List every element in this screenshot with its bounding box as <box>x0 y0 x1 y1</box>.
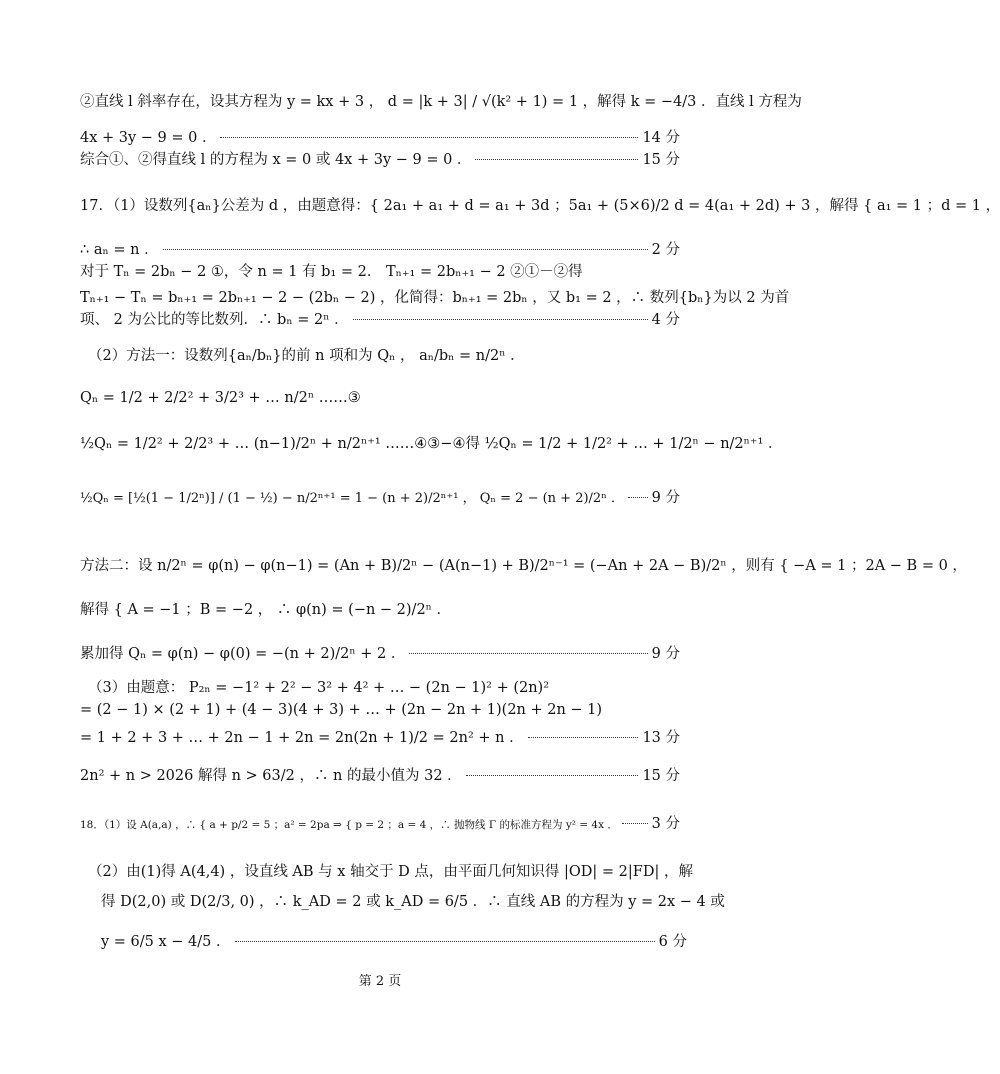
dot-leader <box>528 737 639 738</box>
text-line <box>80 728 680 748</box>
line-text: （2）由(1)得 A(4,4) ，设直线 AB 与 x 轴交于 D 点，由平面几何知识得 |OD| = 2|FD| ，解 <box>88 864 693 880</box>
text-line <box>80 766 680 786</box>
text-line <box>80 556 967 576</box>
dot-leader <box>475 159 638 160</box>
text-line <box>80 488 680 509</box>
score-label: 3 分 <box>651 816 680 832</box>
line-text: 方法二：设 n/2ⁿ = φ(n) − φ(n−1) = (An + B)/2ⁿ − (A(n−1) + B)/2ⁿ⁻¹ = (−An + 2A − B)/2ⁿ ，则有 { −A = 1 ；2A − B = 0 ， <box>80 558 967 574</box>
problem-18-header <box>80 814 680 835</box>
text-line <box>80 644 680 664</box>
score-label: 13 分 <box>642 730 680 746</box>
dot-leader <box>622 823 648 824</box>
line-text: 综合①、②得直线 l 的方程为 x = 0 或 4x + 3y − 9 = 0 ． <box>80 152 472 168</box>
line-text: 得 D(2,0) 或 D(2/3, 0) ，∴ k_AD = 2 或 k_AD = 6/5 ．∴ 直线 AB 的方程为 y = 2x − 4 或 <box>101 894 725 910</box>
score-label: 15 分 <box>642 152 680 168</box>
score-label: 2 分 <box>651 242 680 258</box>
text-line <box>80 288 790 308</box>
dot-leader <box>235 941 655 942</box>
score-label: 4 分 <box>651 312 680 328</box>
dot-leader <box>466 775 639 776</box>
text-line <box>88 678 688 698</box>
line-text: 项、 2 为公比的等比数列．∴ bₙ = 2ⁿ ． <box>80 312 349 328</box>
page-number: 第 2 页 <box>358 974 402 989</box>
line-text: ∴ aₙ = n ． <box>80 242 159 258</box>
text-line <box>80 434 783 454</box>
dot-leader <box>220 137 638 138</box>
text-line <box>80 310 680 330</box>
score-label: 14 分 <box>642 130 680 146</box>
dot-leader <box>163 249 648 250</box>
line-text: 2n² + n > 2026 解得 n > 63/2 ，∴ n 的最小值为 32 ． <box>80 768 462 784</box>
score-label: 6 分 <box>658 934 687 950</box>
line-text: = 1 + 2 + 3 + … + 2n − 1 + 2n = 2n(2n + 1)/2 = 2n² + n ． <box>80 730 524 746</box>
text-line <box>80 600 680 620</box>
text-line <box>80 262 680 282</box>
line-text: 4x + 3y − 9 = 0 ． <box>80 130 217 146</box>
text-line <box>101 892 725 912</box>
text-line <box>88 346 688 366</box>
dot-leader <box>628 497 648 498</box>
line-text: 17．（1）设数列{aₙ}公差为 d ，由题意得：{ 2a₁ + a₁ + d = a₁ + 3d ；5a₁ + (5×6)/2 d = 4(a₁ + 2d) + 3 ，解得 { a₁ = 1 ；d = 1 ， <box>80 198 1000 214</box>
text-line <box>101 932 687 952</box>
text-line <box>80 128 680 148</box>
line-text: ½Qₙ = [½(1 − 1/2ⁿ)] / (1 − ½) − n/2ⁿ⁺¹ = 1 − (n + 2)/2ⁿ⁺¹ ， Qₙ = 2 − (n + 2)/2ⁿ ． <box>80 491 624 506</box>
line-text: 累加得 Qₙ = φ(n) − φ(0) = −(n + 2)/2ⁿ + 2 ． <box>80 646 406 662</box>
line-text: （3）由题意： P₂ₙ = −1² + 2² − 3² + 4² + … − (2n − 1)² + (2n)² <box>88 680 550 696</box>
score-label: 15 分 <box>642 768 680 784</box>
line-text: ½Qₙ = 1/2² + 2/2³ + … (n−1)/2ⁿ + n/2ⁿ⁺¹ ……④③−④得 ½Qₙ = 1/2 + 1/2² + … + 1/2ⁿ − n/2ⁿ⁺¹ ． <box>80 436 783 452</box>
line-text: Qₙ = 1/2 + 2/2² + 3/2³ + … n/2ⁿ ……③ <box>80 390 361 406</box>
line-text: 解得 { A = −1 ；B = −2 ， ∴ φ(n) = (−n − 2)/2ⁿ ． <box>80 602 452 618</box>
text-line <box>80 700 680 720</box>
line-text: = (2 − 1) × (2 + 1) + (4 − 3)(4 + 3) + … + (2n − 2n + 1)(2n + 2n − 1) <box>80 702 603 718</box>
text-line <box>80 240 680 260</box>
text-line <box>80 92 802 112</box>
dot-leader <box>409 653 647 654</box>
problem-17-header <box>80 196 1000 216</box>
score-label: 9 分 <box>651 490 680 506</box>
text-line <box>80 388 680 408</box>
line-text: y = 6/5 x − 4/5 ． <box>101 934 231 950</box>
line-text: （2）方法一：设数列{aₙ/bₙ}的前 n 项和为 Qₙ ， aₙ/bₙ = n/2ⁿ ． <box>88 348 525 364</box>
line-text: Tₙ₊₁ − Tₙ = bₙ₊₁ = 2bₙ₊₁ − 2 − (2bₙ − 2) ，化简得：bₙ₊₁ = 2bₙ ，又 b₁ = 2 ，∴ 数列{bₙ}为以 2 为首 <box>80 290 790 306</box>
line-text: ②直线 l 斜率存在，设其方程为 y = kx + 3 ， d = |k + 3| / √(k² + 1) = 1 ，解得 k = −4/3 ．直线 l 方程为 <box>80 94 802 110</box>
score-label: 9 分 <box>651 646 680 662</box>
text-line <box>88 862 693 882</box>
line-text: 对于 Tₙ = 2bₙ − 2 ①，令 n = 1 有 b₁ = 2． Tₙ₊₁ = 2bₙ₊₁ − 2 ②①－②得 <box>80 264 583 280</box>
text-line <box>80 150 680 170</box>
dot-leader <box>353 319 648 320</box>
line-text: 18．（1）设 A(a,a) ，∴ { a + p/2 = 5 ；a² = 2pa ⇒ { p = 2 ；a = 4 ，∴ 抛物线 Γ 的标准方程为 y² = 4x ． <box>80 819 618 831</box>
